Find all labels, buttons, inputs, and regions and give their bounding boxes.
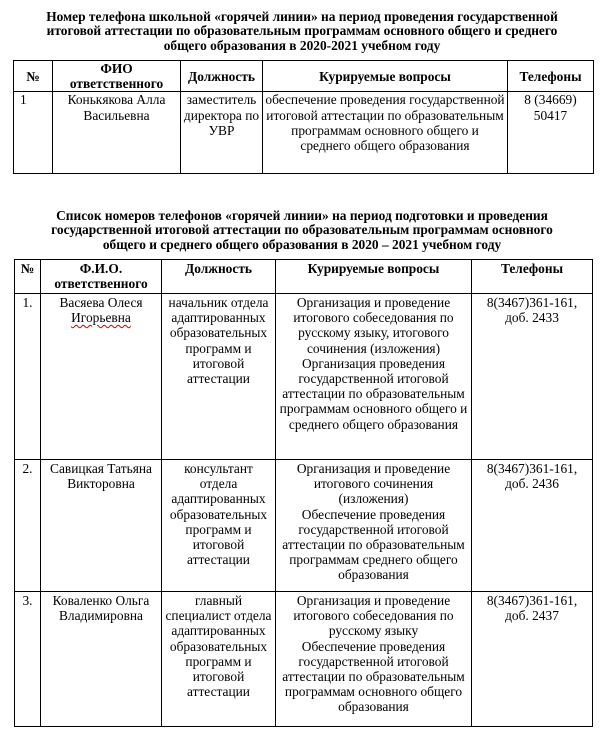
responsible-name (41, 294, 162, 460)
issues: обеспечение проведения государственной итоговой аттестации по образовательным программам основного общего и среднего общего образования (263, 92, 508, 174)
position: начальник отдела адаптированных образовательных программ и итоговой аттестации (162, 294, 276, 460)
phone-number: 8(3467)361-161, доб. 2436 (472, 460, 593, 592)
position: заместитель директора по УВР (181, 92, 263, 174)
school-hotline-table (13, 60, 594, 174)
header-issues: Курируемые вопросы (276, 260, 472, 294)
table-header-row (15, 260, 593, 294)
section1-title-line: общего образования в 2020-2021 учебном году (163, 37, 441, 53)
issue-text: Организация и проведение итогового собеседования по русскому языку (293, 593, 454, 639)
position: консультант отдела адаптированных образовательных программ и итоговой аттестации (162, 460, 276, 592)
table-row (14, 92, 594, 174)
table-header-row (14, 61, 594, 92)
name-line: Савицкая Татьяна (50, 461, 152, 476)
section2-title (0, 209, 604, 252)
table-row (15, 294, 593, 460)
row-number: 1. (15, 294, 41, 460)
table-row (15, 460, 593, 592)
phone-number: 8(3467)361-161, доб. 2433 (472, 294, 593, 460)
name-line: Коваленко Ольга (52, 593, 150, 608)
issue-text: Организация проведения государственной итоговой аттестации по образовательным программам основного общего и среднего общего образования (279, 355, 468, 432)
section2-title-line: общего и среднего общего образования в 2020 – 2021 учебном году (102, 236, 502, 252)
header-position: Должность (181, 61, 263, 92)
header-issues: Курируемые вопросы (263, 61, 508, 92)
hotline-contacts-table (14, 259, 593, 727)
issue-text: Обеспечение проведения государственной итоговой аттестации по образовательным программам основного общего образования (282, 638, 465, 715)
header-name: ФИО ответственного (53, 61, 181, 92)
issue-text: Обеспечение проведения государственной итоговой аттестации по образовательным программам среднего общего образования (282, 506, 465, 583)
section1-title-line: итоговой аттестации по образовательным программам основного общего и среднего (46, 23, 558, 39)
section1-title (0, 10, 604, 53)
phone-number: 8(3467)361-161, доб. 2437 (472, 592, 593, 727)
responsible-name: Конькякова Алла Васильевна (53, 92, 181, 174)
header-name: Ф.И.О. ответственного (41, 260, 162, 294)
header-num: № (15, 260, 41, 294)
name-line: Игорьевна (71, 310, 131, 326)
header-num: № (14, 61, 53, 92)
header-phones: Телефоны (472, 260, 593, 294)
header-position: Должность (162, 260, 276, 294)
responsible-name (41, 460, 162, 592)
section1-title-line: Номер телефона школьной «горячей линии» на период проведения государственной (46, 9, 558, 24)
issue-text: Организация и проведение итогового сочинения (изложения) (296, 461, 451, 507)
position: главный специалист отдела адаптированных образовательных программ и итоговой аттестации (162, 592, 276, 727)
phone-number: 8 (34669) 50417 (508, 92, 594, 174)
section2-title-line: государственной итоговой аттестации по образовательным программам основного (51, 222, 553, 238)
name-line: Владимировна (59, 608, 143, 624)
header-phones: Телефоны (508, 61, 594, 92)
table-row (15, 592, 593, 727)
name-line: Викторовна (67, 476, 135, 492)
issues (276, 460, 472, 592)
issues (276, 294, 472, 460)
row-number: 3. (15, 592, 41, 727)
row-number: 2. (15, 460, 41, 592)
section2-title-line: Список номеров телефонов «горячей линии» на период подготовки и проведения (56, 208, 548, 223)
responsible-name (41, 592, 162, 727)
name-line: Васяева Олеся (59, 295, 143, 310)
row-number: 1 (14, 92, 53, 174)
name-line-wrap (43, 310, 159, 325)
issue-text: Организация и проведение итогового собеседования по русскому языку, итогового сочинения (изложения) (293, 295, 454, 356)
issues (276, 592, 472, 727)
